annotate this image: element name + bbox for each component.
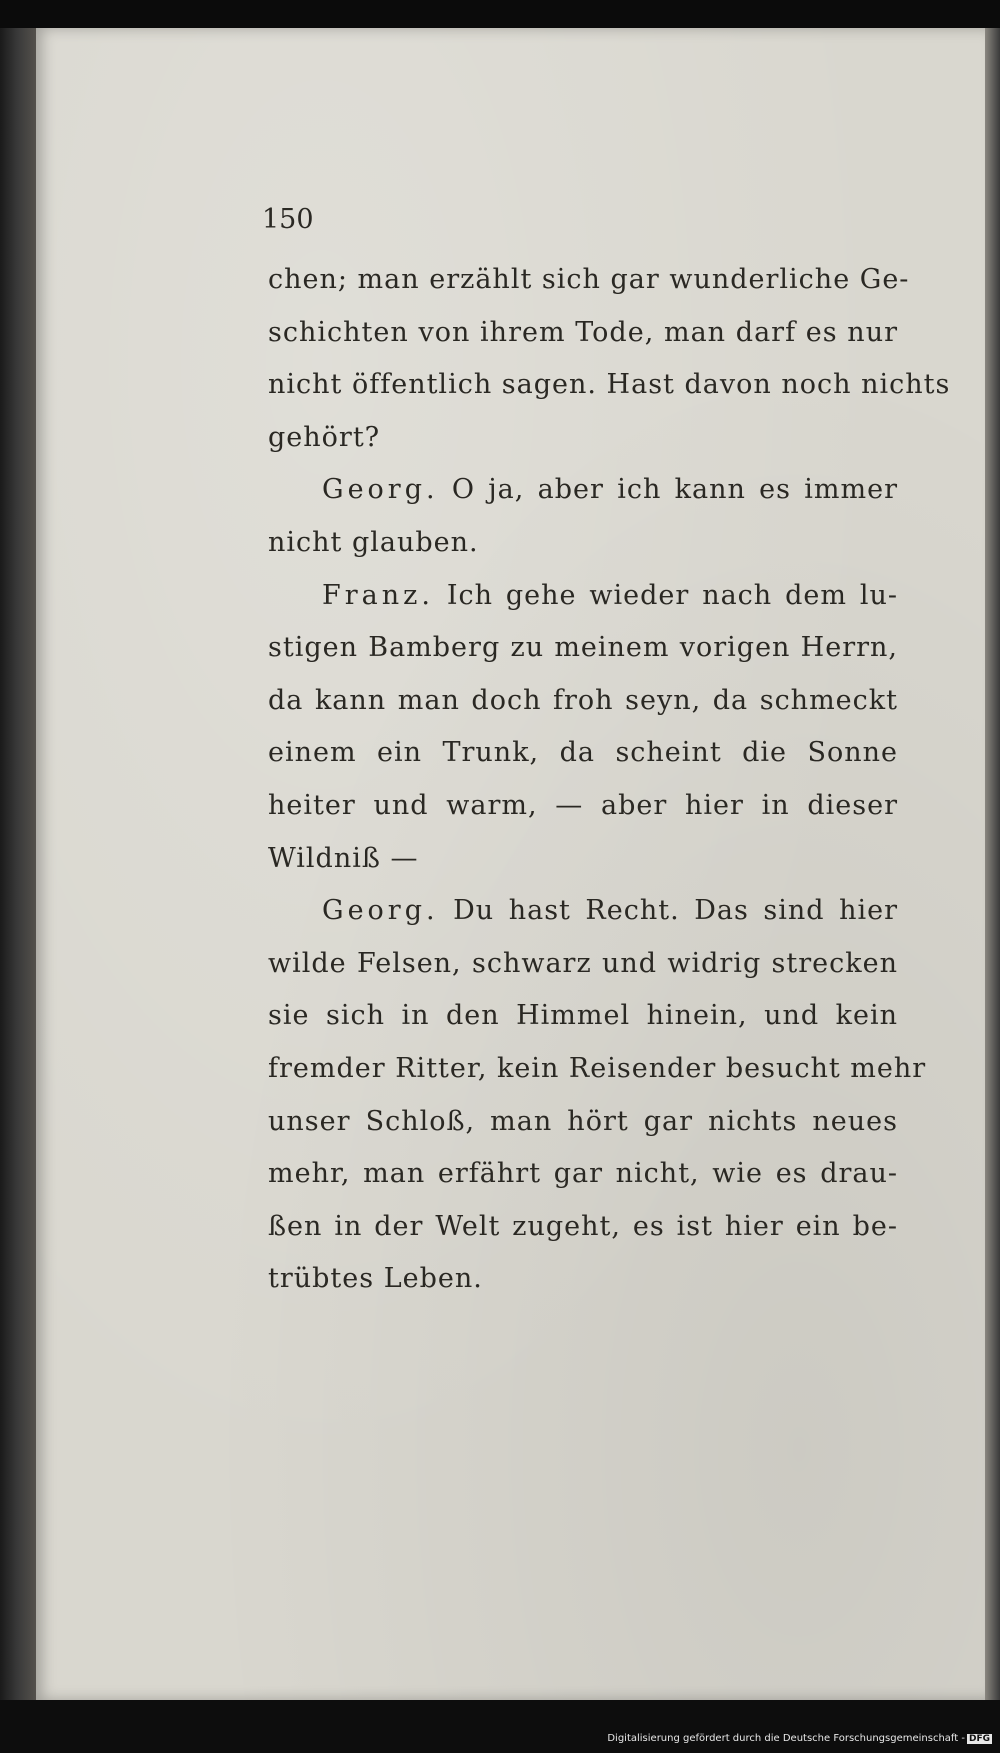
page-right-edge: [985, 28, 1000, 1700]
scan-top-border: [0, 0, 1000, 28]
text-line: einem ein Trunk, da scheint die Sonne: [268, 737, 898, 769]
text-line: da kann man doch froh seyn, da schmeckt: [268, 684, 898, 716]
text-line: unser Schloß, man hört gar nichts neues: [268, 1105, 898, 1137]
dfg-logo: DFG: [968, 1734, 990, 1744]
speaker-name: Franz.: [322, 579, 434, 611]
text-line: wilde Felsen, schwarz und widrig strecken: [268, 947, 898, 979]
text-line: nicht öffentlich sagen. Hast davon noch nichts: [268, 369, 951, 401]
text-line: schichten von ihrem Tode, man darf es nur: [268, 316, 898, 348]
text-line: nicht glauben.: [268, 526, 479, 558]
speech-text: Du hast Recht. Das sind hier: [453, 895, 898, 927]
speech-line: [268, 468, 898, 521]
speech-line: [268, 574, 898, 627]
text-line: sie sich in den Himmel hinein, und kein: [268, 1000, 898, 1032]
text-line: fremder Ritter, kein Reisender besucht mehr: [268, 1052, 927, 1084]
text-line: ßen in der Welt zugeht, es ist hier ein be-: [268, 1210, 898, 1242]
credit-text: Digitalisierung gefördert durch die Deutsche Forschungsgemeinschaft -: [607, 1733, 965, 1744]
text-line: stigen Bamberg zu meinem vorigen Herrn,: [268, 632, 898, 664]
book-spine-edge: [0, 28, 40, 1700]
page-number: 150: [262, 204, 314, 235]
text-line: trübtes Leben.: [268, 1263, 483, 1295]
text-line: heiter und warm, — aber hier in dieser: [268, 789, 898, 821]
speech-text: Ich gehe wieder nach dem lu-: [446, 579, 898, 611]
text-line: gehört?: [268, 421, 381, 453]
scan-footer-border: [0, 1700, 1000, 1753]
speech-line: [268, 889, 898, 942]
body-text: [268, 258, 951, 1310]
text-line: chen; man erzählt sich gar wunderliche Ge-: [268, 264, 910, 295]
speech-text: O ja, aber ich kann es immer: [451, 474, 898, 506]
speaker-name: Georg.: [322, 895, 439, 927]
speaker-name: Georg.: [322, 474, 439, 506]
text-line: mehr, man erfährt gar nicht, wie es drau-: [268, 1158, 898, 1190]
text-line: Wildniß —: [268, 842, 419, 874]
digitization-credit: [607, 1733, 992, 1744]
